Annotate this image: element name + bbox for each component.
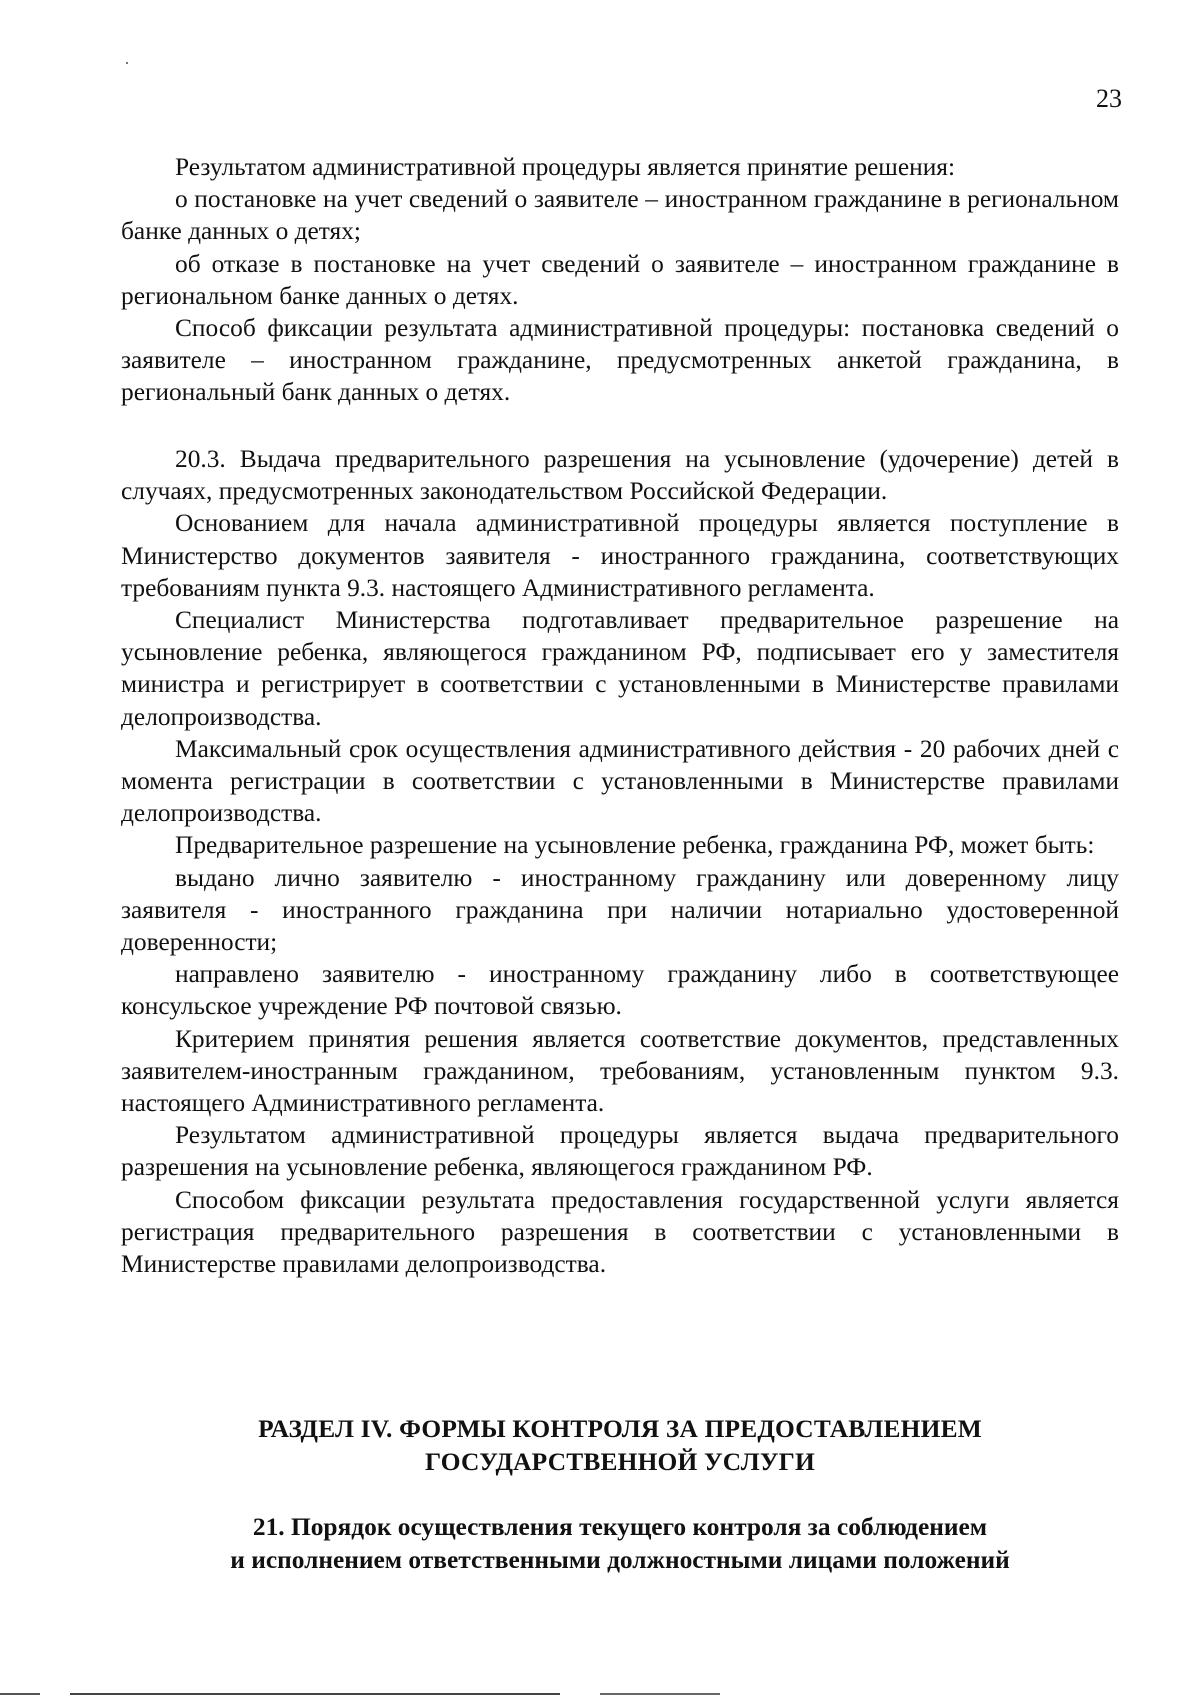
paragraph: о постановке на учет сведений о заявителе – иностранном гражданине в региональном банке данных о детях; (121, 185, 1119, 246)
paragraph: выдано лично заявителю - иностранному гражданину или доверенному лицу заявителя - иностранного гражданина при наличии нотариально удостоверенной доверенности; (121, 863, 1119, 957)
paragraph: об отказе в постановке на учет сведений о заявителе – иностранном гражданине в региональном банке данных о детях. (121, 249, 1119, 310)
subsection-heading-line: 21. Порядок осуществления текущего контроля за соблюдением (252, 1513, 988, 1541)
section-heading-line: ГОСУДАРСТВЕННОЙ УСЛУГИ (425, 1448, 815, 1476)
scan-speck (126, 62, 128, 64)
paragraph: направлено заявителю - иностранному гражданину либо в соответствующее консульское учреждение РФ почтовой связью. (121, 960, 1119, 1021)
paragraph: Максимальный срок осуществления административного действия - 20 рабочих дней с момента регистрации в соответствии с установленными в Министерстве правилами делопроизводства. (121, 734, 1119, 828)
paragraph: Результатом административной процедуры является выдача предварительного разрешения на усыновление ребенка, являющегося гражданином РФ. (121, 1121, 1119, 1182)
paragraph: Способом фиксации результата предоставления государственной услуги является регистрация предварительного разрешения в соответствии с установленными в Министерстве правилами делопроизводства. (121, 1185, 1119, 1279)
subsection-heading-line: и исполнением ответственными должностными лицами положений (230, 1546, 1010, 1574)
decision-result-block (121, 151, 1119, 409)
page-number: 23 (1096, 84, 1122, 113)
paragraph: Предварительное разрешение на усыновление ребенка, гражданина РФ, может быть: (175, 831, 1095, 860)
section-heading (121, 1413, 1119, 1479)
page-bottom-rule (0, 1693, 720, 1695)
paragraph: Способ фиксации результата административной процедуры: постановка сведений о заявителе – иностранном гражданине, предусмотренных анкетой гражданина, в региональный банк данных о детях. (121, 314, 1119, 407)
subsection-heading (121, 1511, 1119, 1577)
paragraph: Критерием принятия решения является соответствие документов, представленных заявителем-иностранным гражданином, требованиям, установленным пунктом 9.3. настоящего Административного регламента. (121, 1024, 1119, 1118)
clause-20-3-block (121, 443, 1119, 1280)
paragraph: Специалист Министерства подготавливает предварительное разрешение на усыновление ребенка, являющегося гражданином РФ, подписывает его у заместителя министра и регистрирует в соответствии с установленными в Министерстве правилами делопроизводства. (121, 606, 1119, 731)
clause-title-paragraph: 20.3. Выдача предварительного разрешения на усыновление (удочерение) детей в случаях, предусмотренных законодательством Российской Федерации. (121, 445, 1119, 506)
paragraph: Результатом административной процедуры является принятие решения: (175, 153, 956, 181)
section-heading-line: РАЗДЕЛ IV. ФОРМЫ КОНТРОЛЯ ЗА ПРЕДОСТАВЛЕНИЕМ (258, 1415, 982, 1443)
paragraph: Основанием для начала административной процедуры является поступление в Министерство документов заявителя - иностранного гражданина, соответствующих требованиям пункта 9.3. настоящего Административного регламента. (121, 509, 1119, 602)
